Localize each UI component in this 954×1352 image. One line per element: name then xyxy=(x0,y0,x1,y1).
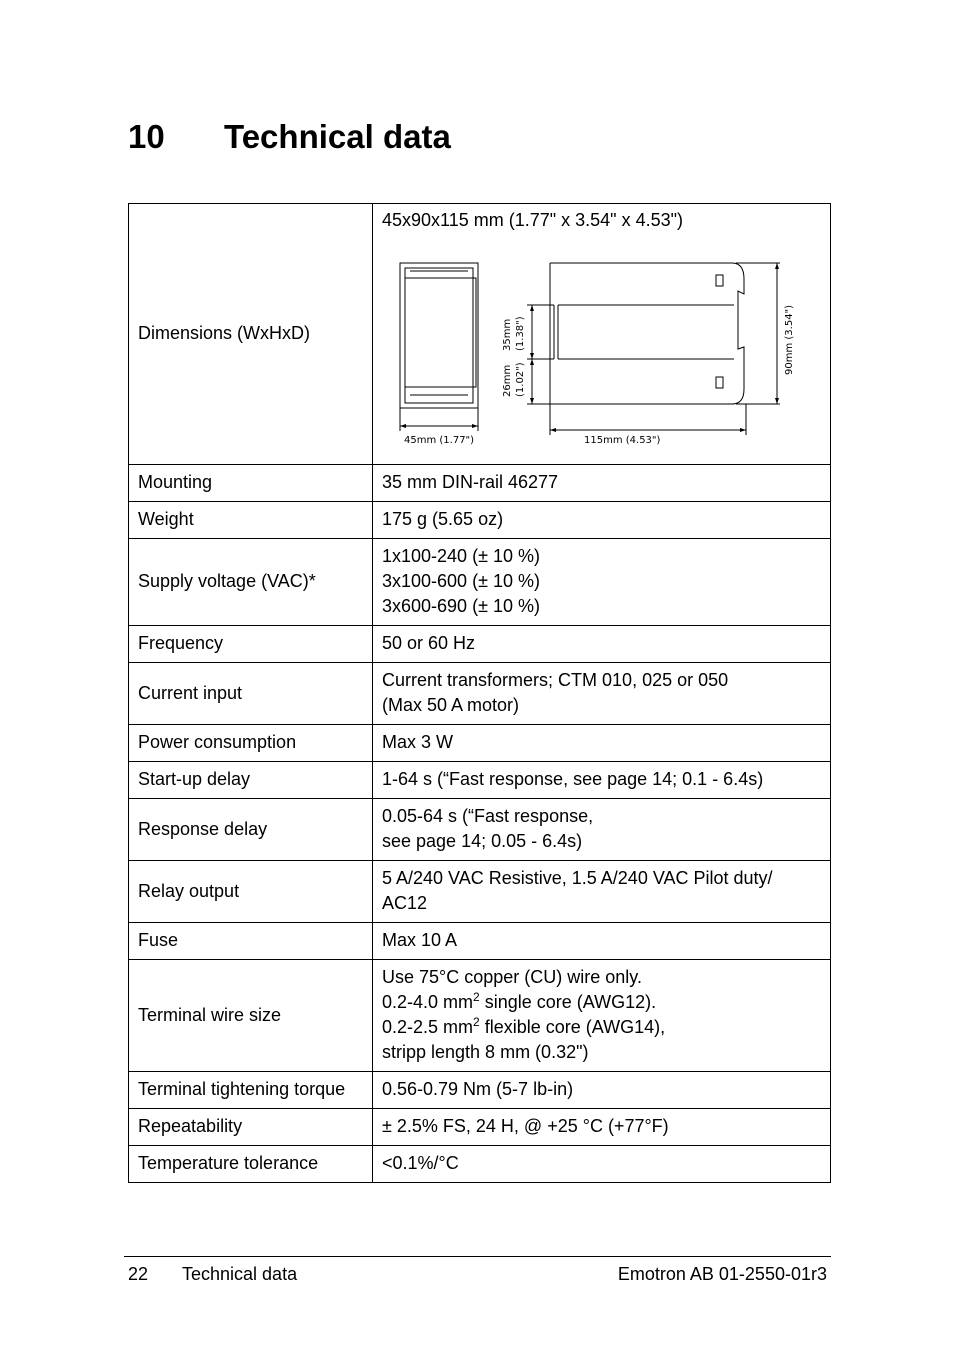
row-value xyxy=(373,799,831,861)
row-value: Max 10 A xyxy=(373,923,831,960)
table-row xyxy=(129,725,831,762)
table-row xyxy=(129,1146,831,1183)
rail-35mm-label: 35mm xyxy=(502,318,513,351)
row-value xyxy=(373,539,831,626)
height-dimension-label: 90mm (3.54") xyxy=(784,304,795,375)
row-value: 175 g (5.65 oz) xyxy=(373,502,831,539)
rail-35in-label: (1.38") xyxy=(515,316,526,351)
value-line: 3x100-600 (± 10 %) xyxy=(382,571,540,591)
row-value xyxy=(373,663,831,725)
row-label: Weight xyxy=(129,502,373,539)
table-row xyxy=(129,799,831,861)
row-label: Terminal wire size xyxy=(129,960,373,1072)
footer-document-id: Emotron AB 01-2550-01r3 xyxy=(617,1264,827,1284)
table-row xyxy=(129,626,831,663)
value-line: 3x600-690 (± 10 %) xyxy=(382,596,540,616)
heading-number: 10 xyxy=(128,118,165,155)
technical-data-table xyxy=(128,203,831,1183)
footer-page-number: 22 xyxy=(128,1264,149,1284)
row-label: Terminal tightening torque xyxy=(129,1072,373,1109)
table-row xyxy=(129,502,831,539)
row-label: Response delay xyxy=(129,799,373,861)
value-line: AC12 xyxy=(382,893,428,913)
dimensions-text: 45x90x115 mm (1.77" x 3.54" x 4.53") xyxy=(382,210,683,230)
value-line: 0.2-4.0 $mm^2$ single core (AWG12). xyxy=(382,990,657,1012)
table-row xyxy=(129,1109,831,1146)
row-label: Current input xyxy=(129,663,373,725)
row-value xyxy=(373,204,831,465)
row-label: Relay output xyxy=(129,861,373,923)
heading-title: Technical data xyxy=(224,118,451,155)
table-row xyxy=(129,663,831,725)
row-value: 0.56-0.79 Nm (5-7 lb-in) xyxy=(373,1072,831,1109)
row-label: Dimensions (WxHxD) xyxy=(129,204,373,465)
footer-divider xyxy=(124,1256,831,1257)
row-label: Start-up delay xyxy=(129,762,373,799)
row-value: 1-64 s (“Fast response, see page 14; 0.1 - 6.4s) xyxy=(373,762,831,799)
footer-section-title: Technical data xyxy=(182,1264,298,1284)
value-line: see page 14; 0.05 - 6.4s) xyxy=(382,831,583,851)
value-line: 0.2-2.5 $mm^2$ flexible core (AWG14), xyxy=(382,1015,666,1037)
row-value: 35 mm DIN-rail 46277 xyxy=(373,465,831,502)
row-label: Mounting xyxy=(129,465,373,502)
value-line: 5 A/240 VAC Resistive, 1.5 A/240 VAC Pilot duty/ xyxy=(382,868,773,888)
table-row xyxy=(129,1072,831,1109)
value-line: stripp length 8 mm (0.32") xyxy=(382,1042,589,1062)
table-row xyxy=(129,465,831,502)
row-label: Temperature tolerance xyxy=(129,1146,373,1183)
row-label: Supply voltage (VAC)* xyxy=(129,539,373,626)
row-value: <0.1%/°C xyxy=(373,1146,831,1183)
row-value xyxy=(373,861,831,923)
table-row xyxy=(129,861,831,923)
depth-dimension-label: 115mm (4.53") xyxy=(584,435,661,446)
width-dimension-label: 45mm (1.77") xyxy=(404,435,475,446)
rail-26in-label: (1.02") xyxy=(515,362,526,397)
row-value xyxy=(373,960,831,1072)
value-line: 1x100-240 (± 10 %) xyxy=(382,546,540,566)
row-label: Power consumption xyxy=(129,725,373,762)
table-row xyxy=(129,204,831,465)
table-row xyxy=(129,923,831,960)
row-value: ± 2.5% FS, 24 H, @ +25 °C (+77°F) xyxy=(373,1109,831,1146)
row-value: Max 3 W xyxy=(373,725,831,762)
rail-26mm-label: 26mm xyxy=(502,364,513,397)
row-label: Fuse xyxy=(129,923,373,960)
table-row xyxy=(129,960,831,1072)
dimensions-drawing xyxy=(382,239,812,446)
value-line: (Max 50 A motor) xyxy=(382,695,520,715)
value-line: Current transformers; CTM 010, 025 or 050 xyxy=(382,670,729,690)
row-value: 50 or 60 Hz xyxy=(373,626,831,663)
value-line: 0.05-64 s (“Fast response, xyxy=(382,806,594,826)
page-heading xyxy=(128,118,451,156)
row-label: Frequency xyxy=(129,626,373,663)
row-label: Repeatability xyxy=(129,1109,373,1146)
table-row xyxy=(129,762,831,799)
table-row xyxy=(129,539,831,626)
value-line: Use 75°C copper (CU) wire only. xyxy=(382,967,642,987)
